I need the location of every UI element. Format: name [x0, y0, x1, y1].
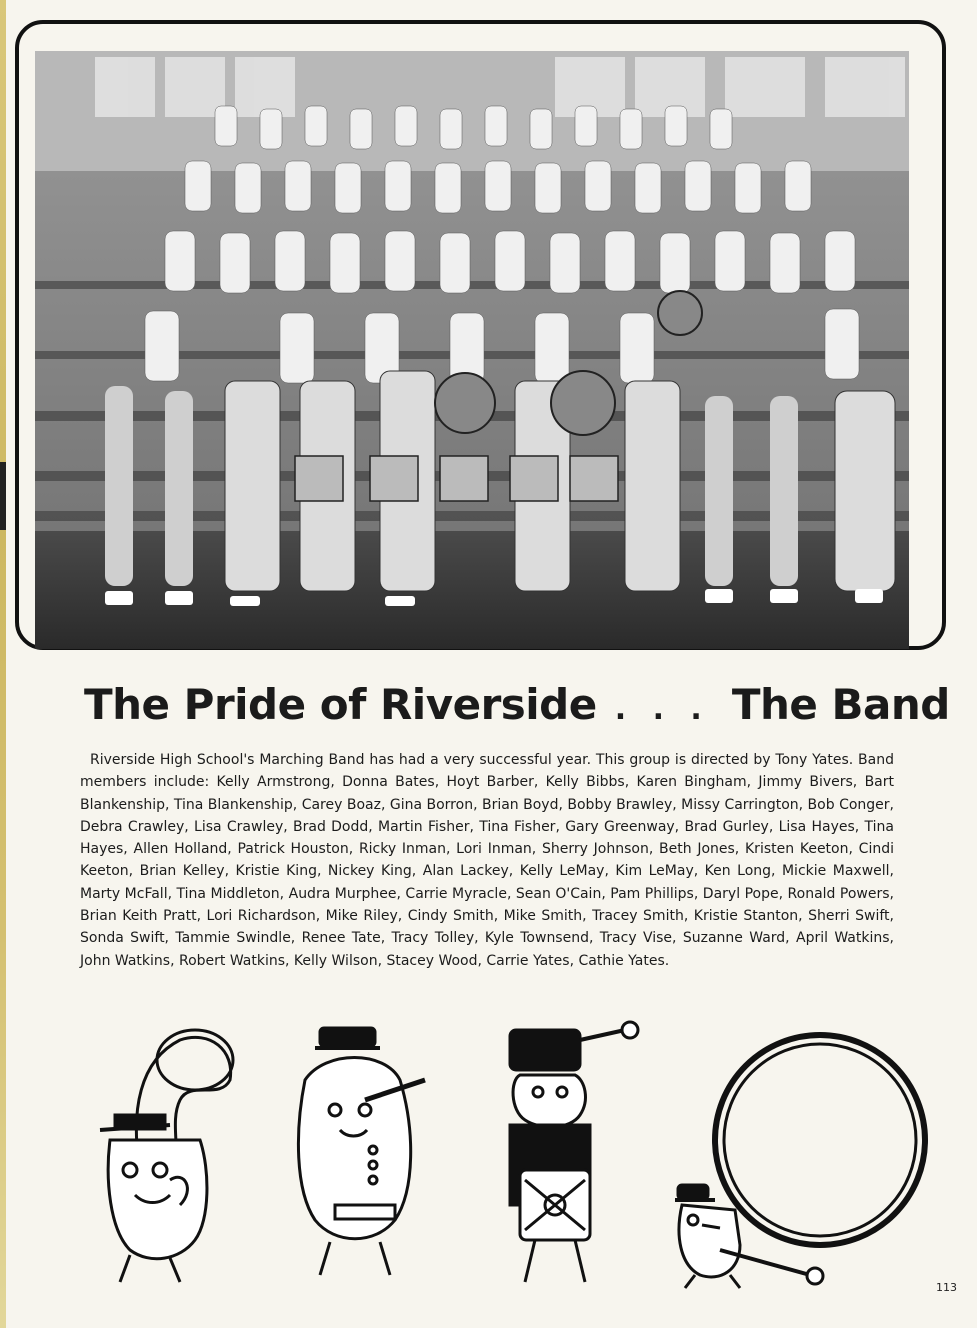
page-number: 113 — [936, 1281, 957, 1294]
heading-dots: . . . — [614, 692, 710, 727]
sousaphone-player-cartoon — [70, 1020, 240, 1290]
heading-left: The Pride of Riverside — [84, 680, 597, 729]
bass-drum-player-cartoon — [660, 1020, 930, 1290]
heading-right: The Band — [731, 680, 950, 729]
page-heading — [84, 680, 950, 729]
page-edge-tab — [0, 462, 6, 530]
band-photo — [35, 51, 909, 649]
clarinet-player-cartoon — [275, 1020, 435, 1290]
cartoon-illustrations — [50, 1020, 950, 1310]
band-photo-illustration — [35, 51, 909, 649]
page-edge-stain — [0, 0, 6, 1328]
photo-frame — [15, 20, 946, 650]
band-members-paragraph: Riverside High School's Marching Band has had a very successful year. This group is directed by Tony Yates. Band members include: Kelly Armstrong, Donna Bates, Hoyt Barber, Kelly Bibbs, Karen Bingham, Jimmy Bivers, Bart Blankenship, Tina Blankenship, Carey Boaz, Gina Borron, Brian Boyd, Bobby Brawley, Missy Carrington, Bob Conger, Debra Crawley, Lisa Crawley, Brad Dodd, Martin Fisher, Tina Fisher, Gary Greenway, Brad Gurley, Lisa Hayes, Tina Hayes, Allen Holland, Patrick Houston, Ricky Inman, Lori Inman, Sherry Johnson, Beth Jones, Kristen Keeton, Cindi Keeton, Brian Kelley, Kristie King, Nickey King, Alan Lackey, Kelly LeMay, Kim LeMay, Ken Long, Mickie Maxwell, Marty McFall, Tina Middleton, Audra Murphee, Carrie Myracle, Sean O'Cain, Pam Phillips, Daryl Pope, Ronald Powers, Brian Keith Pratt, Lori Richardson, Mike Riley, Cindy Smith, Mike Smith, Tracey Smith, Kristie Stanton, Sherri Swift, Sonda Swift, Tammie Swindle, Renee Tate, Tracy Tolley, Kyle Townsend, Tracy Vise, Suzanne Ward, April Watkins, John Watkins, Robert Watkins, Kelly Wilson, Stacey Wood, Carrie Yates, Cathie Yates. — [80, 752, 894, 969]
drum-major-cartoon — [480, 1020, 640, 1290]
